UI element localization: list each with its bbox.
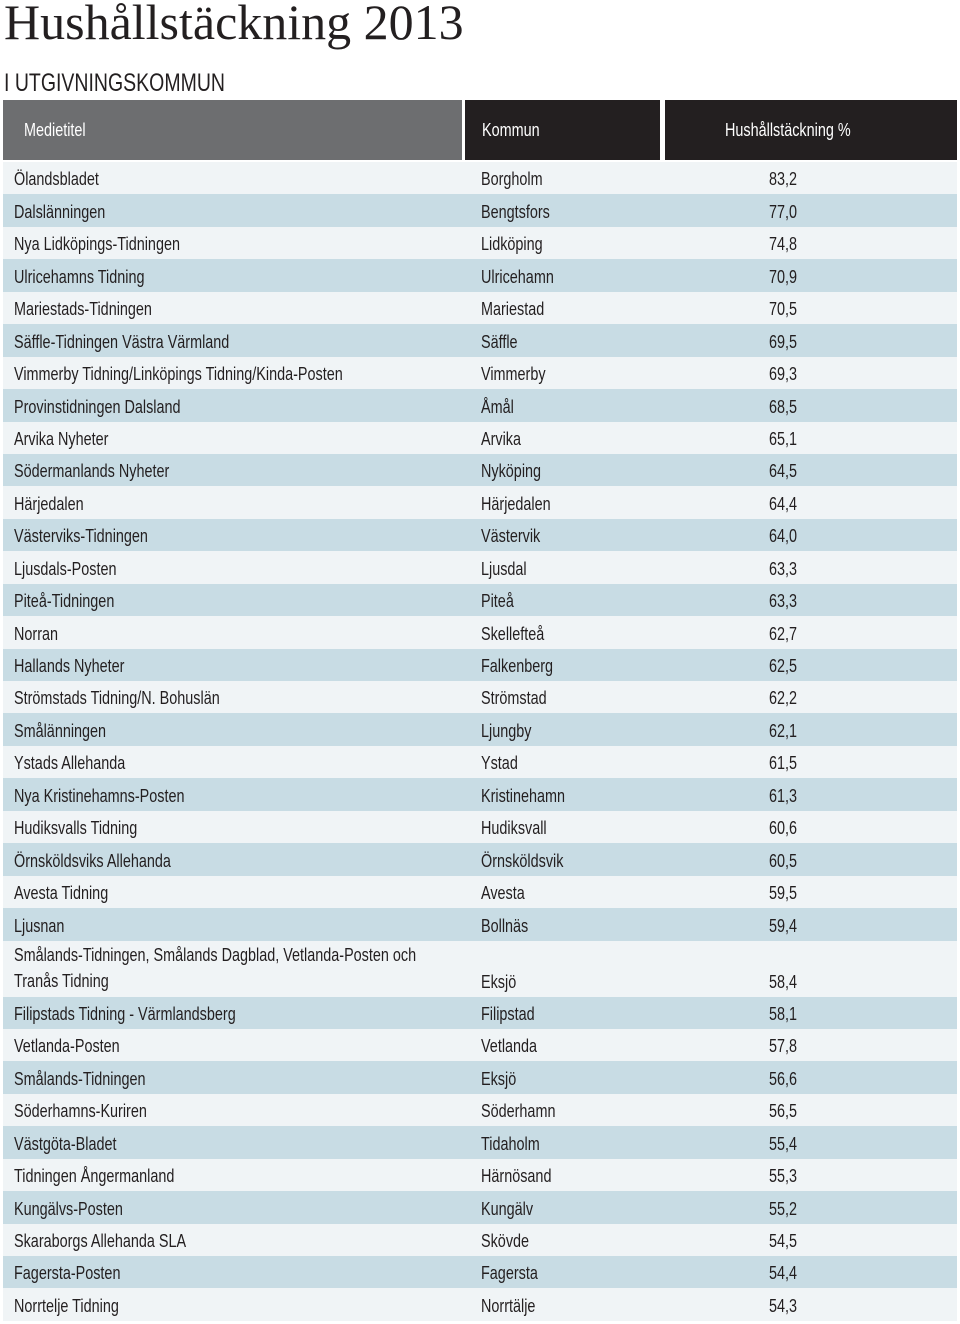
cell-medietitel: Säffle-Tidningen Västra Värmland — [14, 331, 230, 352]
cell-medietitel: Ljusdals-Posten — [14, 558, 117, 579]
cell-kommun: Hudiksvall — [481, 818, 547, 839]
cell-hushallstackning: 61,3 — [769, 785, 798, 806]
table-row — [3, 324, 957, 356]
cell-medietitel: Smålänningen — [14, 720, 107, 741]
cell-hushallstackning: 54,5 — [769, 1231, 798, 1251]
cell-medietitel: Kungälvs-Posten — [14, 1198, 123, 1219]
page-title: Hushållstäckning 2013 — [4, 0, 464, 50]
cell-hushallstackning: 64,4 — [769, 493, 798, 514]
cell-hushallstackning: 64,0 — [769, 526, 798, 547]
cell-kommun: Eksjö — [481, 1068, 517, 1089]
cell-medietitel: Avesta Tidning — [14, 883, 109, 904]
cell-medietitel: Härjedalen — [14, 493, 84, 514]
cell-hushallstackning: 68,5 — [769, 396, 798, 417]
cell-hushallstackning: 70,9 — [769, 266, 798, 287]
column-header-medietitel — [3, 100, 462, 160]
cell-medietitel: Nya Lidköpings-Tidningen — [14, 234, 180, 255]
cell-hushallstackning: 55,3 — [769, 1166, 798, 1187]
cell-kommun: Avesta — [481, 883, 525, 904]
cell-kommun: Härjedalen — [481, 493, 551, 514]
cell-medietitel: Ölandsbladet — [14, 169, 99, 190]
cell-hushallstackning: 63,3 — [769, 558, 798, 579]
cell-kommun: Söderhamn — [481, 1101, 556, 1122]
table-row — [3, 519, 957, 551]
cell-kommun: Bollnäs — [481, 915, 529, 936]
cell-hushallstackning: 62,5 — [769, 656, 798, 676]
cell-hushallstackning: 55,2 — [769, 1198, 798, 1219]
column-header-label: Hushållstäckning % — [725, 119, 851, 140]
cell-medietitel: Västerviks-Tidningen — [14, 526, 148, 547]
cell-kommun: Vetlanda — [481, 1036, 538, 1057]
table-row — [3, 551, 957, 583]
cell-kommun: Skellefteå — [481, 623, 545, 644]
table-row — [3, 616, 957, 648]
table-row — [3, 778, 957, 810]
cell-kommun: Nyköping — [481, 461, 542, 482]
cell-medietitel: Vetlanda-Posten — [14, 1036, 120, 1057]
table-row — [3, 259, 957, 291]
cell-kommun: Kungälv — [481, 1198, 534, 1219]
table-row — [3, 1224, 957, 1256]
cell-medietitel: Ystads Allehanda — [14, 753, 126, 774]
cell-hushallstackning: 70,5 — [769, 299, 798, 320]
table-row — [3, 1126, 957, 1158]
cell-kommun: Åmål — [481, 396, 514, 417]
table-row — [3, 713, 957, 745]
table-row — [3, 422, 957, 454]
table-row — [3, 681, 957, 713]
table-row — [3, 811, 957, 843]
table-row — [3, 486, 957, 518]
cell-medietitel: Fagersta-Posten — [14, 1263, 121, 1284]
cell-medietitel: Norran — [14, 623, 59, 644]
cell-hushallstackning: 54,3 — [769, 1295, 798, 1316]
table-row — [3, 227, 957, 259]
table-row — [3, 746, 957, 778]
cell-kommun: Borgholm — [481, 169, 543, 190]
table-row — [3, 194, 957, 226]
table-row — [3, 1061, 957, 1093]
cell-kommun: Ystad — [481, 753, 518, 774]
cell-kommun: Tidaholm — [481, 1133, 540, 1154]
cell-medietitel: Arvika Nyheter — [14, 428, 109, 449]
cell-hushallstackning: 58,4 — [769, 971, 798, 992]
cell-medietitel: Söderhamns-Kuriren — [14, 1101, 147, 1122]
cell-hushallstackning: 61,5 — [769, 753, 798, 774]
column-header-label: Medietitel — [24, 119, 86, 140]
cell-medietitel: Strömstads Tidning/N. Bohuslän — [14, 688, 220, 709]
cell-medietitel: Norrtelje Tidning — [14, 1295, 119, 1316]
table-row — [3, 876, 957, 908]
coverage-table-body — [3, 162, 957, 1321]
cell-hushallstackning: 74,8 — [769, 234, 798, 255]
cell-kommun: Eksjö — [481, 971, 517, 992]
table-row — [3, 649, 957, 681]
cell-hushallstackning: 59,4 — [769, 915, 798, 936]
table-row — [3, 1159, 957, 1191]
cell-hushallstackning: 62,1 — [769, 720, 798, 741]
cell-kommun: Ljusdal — [481, 558, 527, 579]
cell-hushallstackning: 55,4 — [769, 1133, 798, 1154]
cell-kommun: Säffle — [481, 331, 518, 352]
cell-kommun: Strömstad — [481, 688, 547, 709]
cell-hushallstackning: 56,6 — [769, 1068, 798, 1089]
cell-medietitel: Smålands-Tidningen, Smålands Dagblad, Vetlanda-Posten och Tranås Tidning — [14, 944, 417, 991]
cell-medietitel: Ulricehamns Tidning — [14, 266, 145, 287]
table-row — [3, 389, 957, 421]
cell-hushallstackning: 69,5 — [769, 331, 798, 352]
cell-hushallstackning: 54,4 — [769, 1263, 798, 1284]
cell-kommun: Fagersta — [481, 1263, 538, 1284]
cell-kommun: Vimmerby — [481, 364, 546, 385]
cell-kommun: Västervik — [481, 526, 541, 547]
cell-medietitel: Nya Kristinehamns-Posten — [14, 785, 185, 806]
table-row — [3, 908, 957, 940]
table-row — [3, 1094, 957, 1126]
table-row — [3, 1256, 957, 1288]
cell-hushallstackning: 56,5 — [769, 1101, 798, 1122]
cell-medietitel: Mariestads-Tidningen — [14, 299, 152, 320]
table-row — [3, 292, 957, 324]
table-row — [3, 162, 957, 194]
cell-kommun: Norrtälje — [481, 1295, 536, 1316]
cell-hushallstackning: 59,5 — [769, 883, 798, 904]
cell-hushallstackning: 62,7 — [769, 623, 798, 644]
section-subtitle: I UTGIVNINGSKOMMUN — [4, 69, 226, 97]
cell-medietitel: Ljusnan — [14, 915, 65, 936]
cell-medietitel: Piteå-Tidningen — [14, 591, 115, 612]
cell-kommun: Kristinehamn — [481, 785, 566, 806]
cell-hushallstackning: 63,3 — [769, 591, 798, 612]
table-row — [3, 357, 957, 389]
cell-medietitel: Vimmerby Tidning/Linköpings Tidning/Kinda-Posten — [14, 364, 343, 385]
column-header-kommun — [465, 100, 660, 160]
table-row — [3, 997, 957, 1029]
cell-hushallstackning: 65,1 — [769, 428, 798, 449]
cell-kommun: Falkenberg — [481, 656, 554, 676]
cell-medietitel: Smålands-Tidningen — [14, 1068, 146, 1089]
cell-kommun: Örnsköldsvik — [481, 850, 564, 871]
cell-kommun: Arvika — [481, 428, 522, 449]
cell-medietitel: Provinstidningen Dalsland — [14, 396, 181, 417]
cell-kommun: Piteå — [481, 591, 514, 612]
cell-kommun: Ljungby — [481, 720, 532, 741]
cell-kommun: Bengtsfors — [481, 201, 550, 222]
cell-medietitel: Södermanlands Nyheter — [14, 461, 170, 482]
cell-medietitel: Örnsköldsviks Allehanda — [14, 850, 171, 871]
column-header-label: Kommun — [482, 119, 540, 140]
cell-hushallstackning: 62,2 — [769, 688, 798, 709]
cell-medietitel: Hudiksvalls Tidning — [14, 818, 138, 839]
cell-medietitel: Tidningen Ångermanland — [14, 1166, 175, 1187]
cell-medietitel: Filipstads Tidning - Värmlandsberg — [14, 1003, 236, 1024]
table-row — [3, 1288, 957, 1320]
cell-medietitel: Västgöta-Bladet — [14, 1133, 117, 1154]
table-row — [3, 941, 957, 997]
cell-kommun: Mariestad — [481, 299, 545, 320]
table-row — [3, 843, 957, 875]
cell-hushallstackning: 60,6 — [769, 818, 798, 839]
cell-medietitel: Dalslänningen — [14, 201, 106, 222]
cell-hushallstackning: 77,0 — [769, 201, 798, 222]
table-row — [3, 1191, 957, 1223]
column-header-hushallstackning — [665, 100, 957, 160]
cell-hushallstackning: 83,2 — [769, 169, 798, 190]
table-row — [3, 1029, 957, 1061]
cell-kommun: Lidköping — [481, 234, 543, 255]
cell-kommun: Härnösand — [481, 1166, 552, 1187]
cell-hushallstackning: 57,8 — [769, 1036, 798, 1057]
cell-kommun: Skövde — [481, 1231, 530, 1251]
cell-kommun: Ulricehamn — [481, 266, 554, 287]
cell-hushallstackning: 58,1 — [769, 1003, 798, 1024]
cell-medietitel: Hallands Nyheter — [14, 656, 125, 676]
cell-hushallstackning: 69,3 — [769, 364, 798, 385]
cell-medietitel: Skaraborgs Allehanda SLA — [14, 1231, 187, 1251]
cell-hushallstackning: 64,5 — [769, 461, 798, 482]
cell-kommun: Filipstad — [481, 1003, 535, 1024]
table-row — [3, 584, 957, 616]
cell-hushallstackning: 60,5 — [769, 850, 798, 871]
table-row — [3, 454, 957, 486]
